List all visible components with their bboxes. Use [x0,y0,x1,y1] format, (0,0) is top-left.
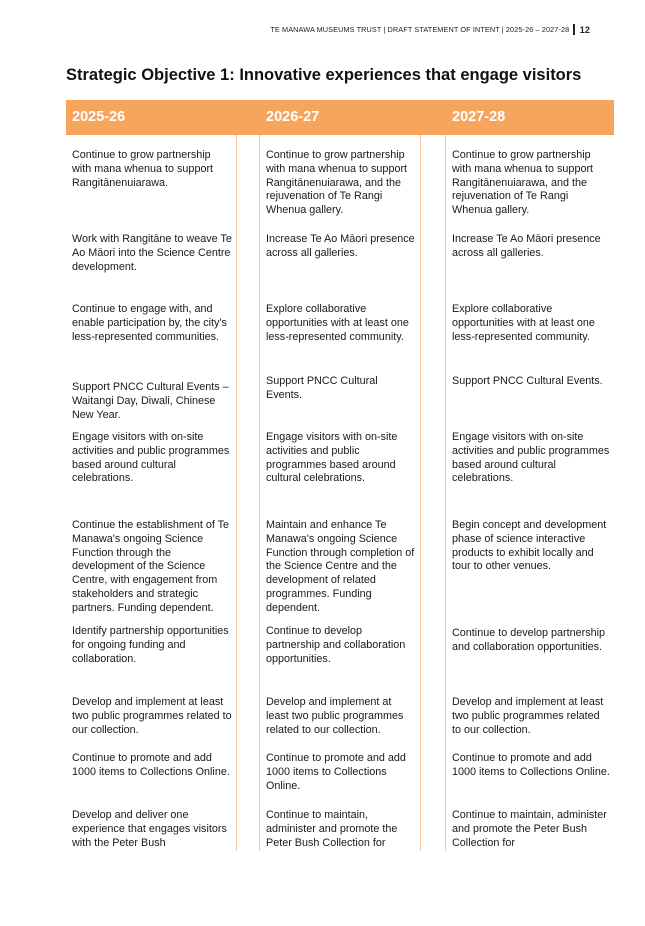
table-cell: Develop and deliver one experience that engages visitors with the Peter Bush [72,809,227,849]
table-cell: Work with Rangitāne to weave Te Ao Māori into the Science Centre development. [72,233,232,273]
table-cell: Support PNCC Cultural Events. [266,375,378,401]
table-cell: Continue to grow partnership with mana whenua to support Rangitānenuiarawa, and the rejuvenation of Te Rangi Whenua gallery. [452,149,594,217]
table-cell: Continue to grow partnership with mana whenua to support Rangitānenuiarawa. [72,149,214,189]
running-title: TE MANAWA MUSEUMS TRUST | DRAFT STATEMENT OF INTENT | 2025-26 – 2027-28 [270,25,570,34]
table-cell: Develop and implement at least two public programmes related to our collection. [452,696,604,736]
table-cell: Continue the establishment of Te Manawa's ongoing Science Function through the development of the Science Centre, with engagement from stakeholders and strategic partners. Funding dependent. [72,519,230,614]
table-cell: Explore collaborative opportunities with at least one less-represented community. [452,303,595,343]
column-divider [445,135,446,851]
table-cell: Continue to develop partnership and collaboration opportunities. [452,627,606,653]
table-cell: Continue to maintain, administer and promote the Peter Bush Collection for [266,809,398,849]
table-cell: Continue to promote and add 1000 items to Collections Online. [452,752,610,778]
table-cell: Identify partnership opportunities for ongoing funding and collaboration. [72,625,229,665]
table-cell: Continue to develop partnership and collaboration opportunities. [266,625,406,665]
table-cell: Support PNCC Cultural Events. [452,375,603,387]
table-cell: Continue to promote and add 1000 items to Collections Online. [266,752,406,792]
table-cell: Continue to promote and add 1000 items to Collections Online. [72,752,230,778]
table-cell: Maintain and enhance Te Manawa's ongoing Science Function through completion of the Science Centre and the development of related programmes. Funding dependent. [266,519,415,614]
table-cell: Continue to maintain, administer and promote the Peter Bush Collection for [452,809,607,849]
table-cell: Engage visitors with on-site activities and public programmes based around cultural celebrations. [266,431,398,485]
table-cell: Engage visitors with on-site activities and public programmes based around cultural celebrations. [72,431,230,485]
table-cell: Continue to grow partnership with mana whenua to support Rangitānenuiarawa, and the rejuvenation of Te Rangi Whenua gallery. [266,149,408,217]
table-cell: Develop and implement at least two public programmes related to our collection. [266,696,404,736]
column-header: 2027-28 [446,100,614,135]
header-divider [573,24,575,35]
column-header: 2025-26 [66,100,235,135]
header-gap [420,100,446,135]
column-divider [420,135,421,851]
column-header: 2026-27 [260,100,420,135]
page-number: 12 [579,24,590,35]
header-gap [235,100,260,135]
table-cell: Increase Te Ao Māori presence across all galleries. [266,233,415,259]
table-cell: Engage visitors with on-site activities and public programmes based around cultural celebrations. [452,431,610,485]
table-cell: Support PNCC Cultural Events – Waitangi Day, Diwali, Chinese New Year. [72,381,229,421]
table-cell: Begin concept and development phase of science interactive products to exhibit locally and tour to other venues. [452,519,607,573]
table-cell: Increase Te Ao Māori presence across all galleries. [452,233,601,259]
column-divider [236,135,237,851]
running-header [270,24,590,35]
table-cell: Develop and implement at least two public programmes related to our collection. [72,696,232,736]
page-title: Strategic Objective 1: Innovative experiences that engage visitors [66,66,582,84]
column-divider [259,135,260,851]
table-cell: Explore collaborative opportunities with at least one less-represented community. [266,303,409,343]
table-cell: Continue to engage with, and enable participation by, the city's less-represented communities. [72,303,227,343]
